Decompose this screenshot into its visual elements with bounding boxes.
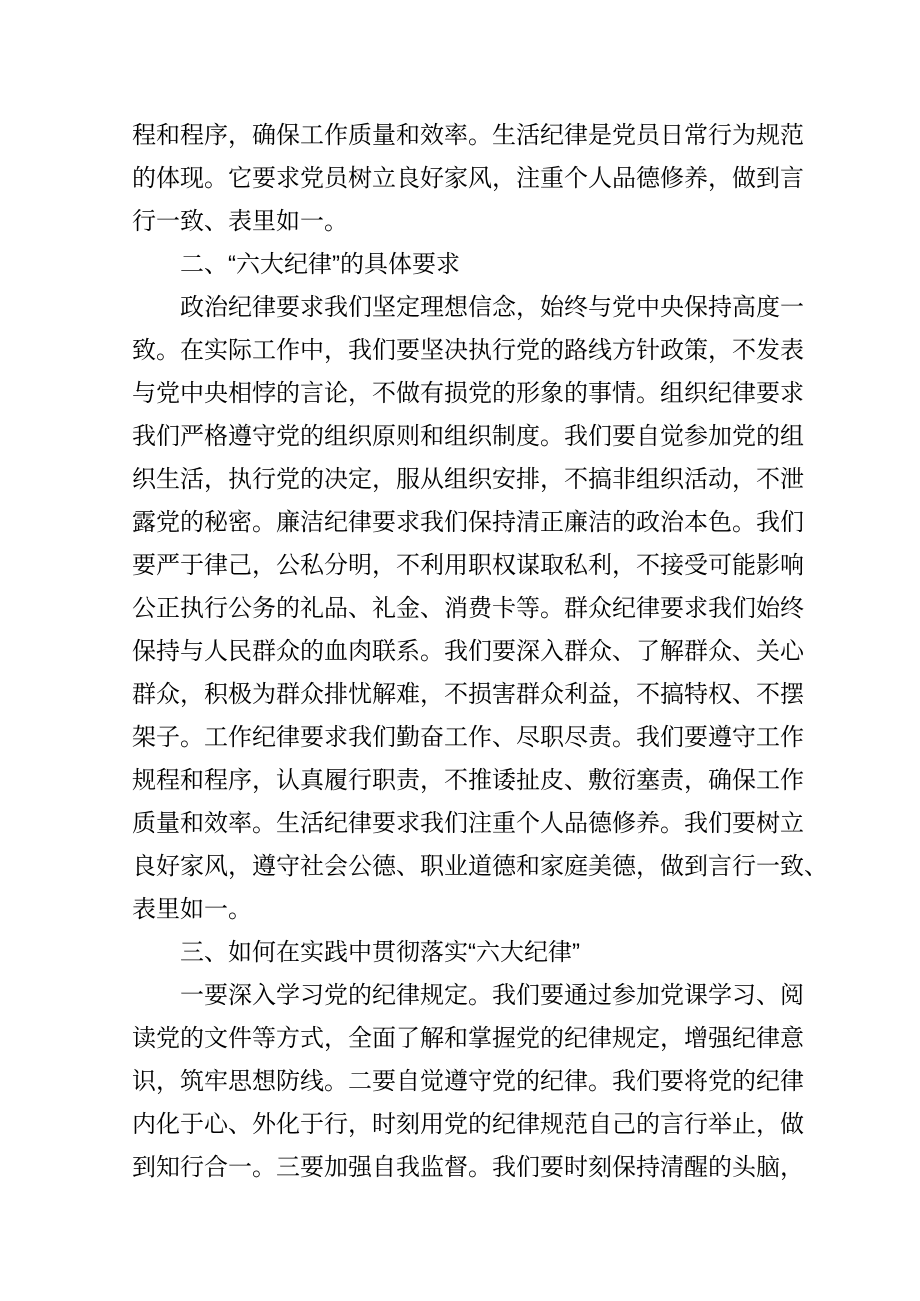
text-line: 架子。工作纪律要求我们勤奋工作、尽职尽责。我们要遵守工作	[132, 724, 804, 751]
text-line: 的体现。它要求党员树立良好家风，注重个人品德修养，做到言	[132, 165, 804, 192]
text-line: 规程和程序，认真履行职责，不推诿扯皮、敷衍塞责，确保工作	[132, 767, 804, 794]
text-line: 露党的秘密。廉洁纪律要求我们保持清正廉洁的政治本色。我们	[132, 509, 804, 536]
heading-line: 三、如何在实践中贯彻落实“六大纪律”	[180, 939, 580, 966]
text-line: 到知行合一。三要加强自我监督。我们要时刻保持清醒的头脑，	[132, 1154, 804, 1181]
text-line: 质量和效率。生活纪律要求我们注重个人品德修养。我们要树立	[132, 810, 804, 837]
text-line: 程和程序，确保工作质量和效率。生活纪律是党员日常行为规范	[132, 122, 804, 149]
text-line: 内化于心、外化于行，时刻用党的纪律规范自己的言行举止，做	[132, 1111, 804, 1138]
text-line: 政治纪律要求我们坚定理想信念，始终与党中央保持高度一	[180, 294, 804, 321]
text-line: 识，筑牢思想防线。二要自觉遵守党的纪律。我们要将党的纪律	[132, 1068, 804, 1095]
text-block	[132, 114, 828, 1189]
text-line: 表里如一。	[132, 896, 252, 923]
text-line: 公正执行公务的礼品、礼金、消费卡等。群众纪律要求我们始终	[132, 595, 804, 622]
text-line: 我们严格遵守党的组织原则和组织制度。我们要自觉参加党的组	[132, 423, 804, 450]
text-line: 一要深入学习党的纪律规定。我们要通过参加党课学习、阅	[180, 982, 804, 1009]
text-line: 致。在实际工作中，我们要坚决执行党的路线方针政策，不发表	[132, 337, 804, 364]
text-line: 群众，积极为群众排忧解难，不损害群众利益，不搞特权、不摆	[132, 681, 804, 708]
text-line: 保持与人民群众的血肉联系。我们要深入群众、了解群众、关心	[132, 638, 804, 665]
text-line: 读党的文件等方式，全面了解和掌握党的纪律规定，增强纪律意	[132, 1025, 804, 1052]
text-line: 良好家风，遵守社会公德、职业道德和家庭美德，做到言行一致、	[132, 853, 828, 880]
text-line: 织生活，执行党的决定，服从组织安排，不搞非组织活动，不泄	[132, 466, 804, 493]
text-line: 行一致、表里如一。	[132, 208, 348, 235]
text-line: 要严于律己，公私分明，不利用职权谋取私利，不接受可能影响	[132, 552, 804, 579]
text-line: 与党中央相悖的言论，不做有损党的形象的事情。组织纪律要求	[132, 380, 804, 407]
heading-line: 二、“六大纪律”的具体要求	[180, 251, 460, 278]
